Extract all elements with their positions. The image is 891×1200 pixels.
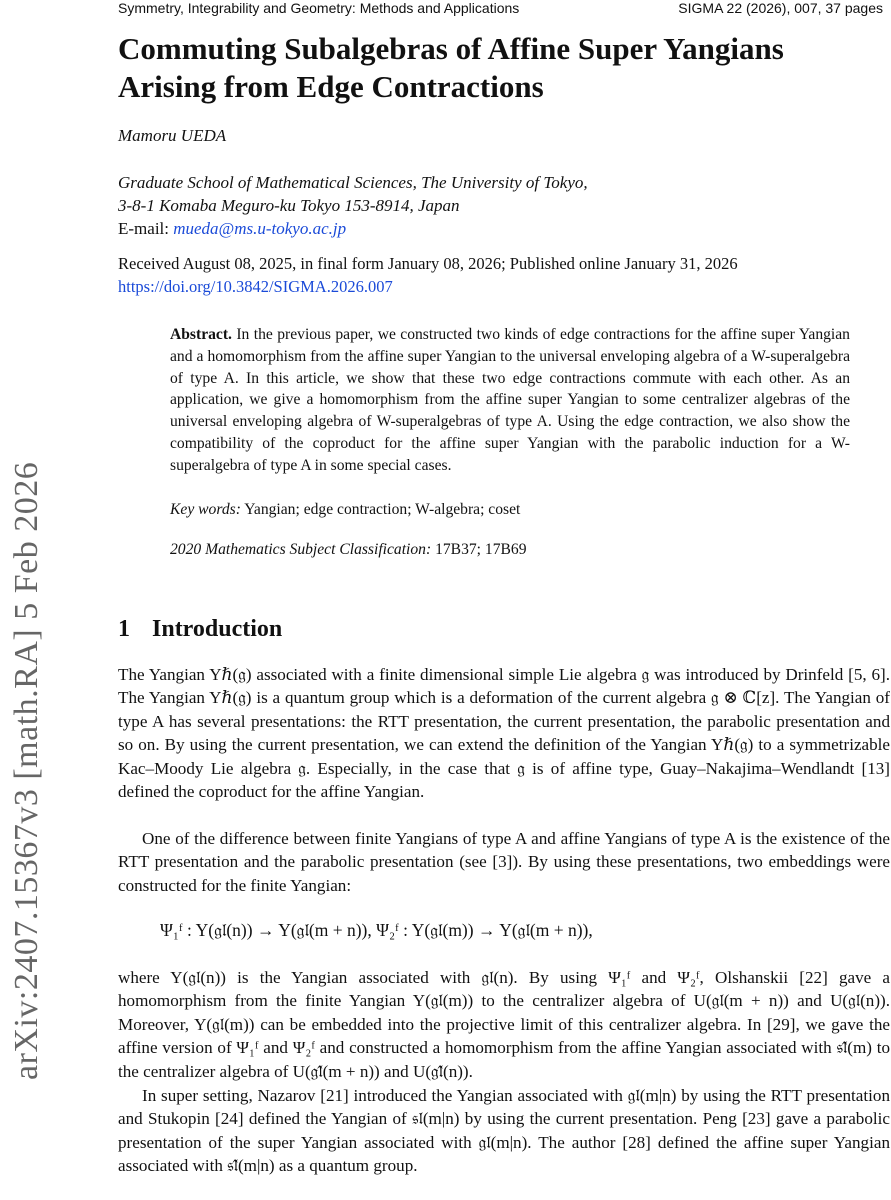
doi-link[interactable]: https://doi.org/10.3842/SIGMA.2026.007	[118, 277, 393, 296]
email-line	[118, 219, 346, 239]
running-head-citation: SIGMA 22 (2026), 007, 37 pages	[678, 0, 883, 16]
paragraph-1	[118, 663, 890, 804]
received-dates: Received August 08, 2025, in final form January 08, 2026; Published online January 31, 2026	[118, 254, 738, 273]
affiliation-line-2: 3-8-1 Komaba Meguro-ku Tokyo 153-8914, Japan	[118, 196, 460, 215]
running-head-journal: Symmetry, Integrability and Geometry: Methods and Applications	[118, 0, 520, 16]
msc-text: 17B37; 17B69	[435, 541, 527, 558]
section-number: 1	[118, 616, 130, 642]
paragraph-3	[118, 966, 890, 1083]
arxiv-identifier: arXiv:2407.15367v3 [math.RA] 5 Feb 2026	[8, 461, 45, 1080]
paragraph-4	[118, 1084, 890, 1178]
msc-label: 2020 Mathematics Subject Classification:	[170, 541, 432, 558]
section-title: Introduction	[152, 616, 283, 642]
keywords-text: Yangian; edge contraction; W-algebra; coset	[244, 501, 521, 518]
paragraph-3-text: where Y(𝔤𝔩(n)) is the Yangian associated with 𝔤𝔩(n). By using Ψ₁ᶠ and Ψ₂ᶠ, Olshanskii [22] gave a homomorphism from the finite Yangian Y(𝔤𝔩(m)) to the centralizer algebra of U(𝔤𝔩(m + n)) and U(𝔤𝔩(n)). Moreover, Y(𝔤𝔩(m)) can be embedded into the projective limit of this centralizer algebra. In [29], we gave the affine version of Ψ₁ᶠ and Ψ₂ᶠ and constructed a homomorphism from the affine Yangian associated with 𝔰𝔩̂(m) to the centralizer algebra of U(𝔤𝔩̂(m + n)) and U(𝔤𝔩̂(n)).	[118, 968, 890, 1081]
section-heading	[118, 616, 282, 643]
email-link[interactable]: mueda@ms.u-tokyo.ac.jp	[173, 219, 347, 238]
paragraph-2-text: One of the difference between finite Yangians of type A and affine Yangians of type A is the existence of the RTT presentation and the parabolic presentation (see [3]). By using these presentations, two embeddings were constructed for the finite Yangian:	[118, 829, 890, 895]
paragraph-2	[118, 827, 890, 897]
abstract	[170, 324, 850, 477]
paragraph-4-text: In super setting, Nazarov [21] introduced the Yangian associated with 𝔤𝔩(m|n) by using the RTT presentation and Stukopin [24] defined the Yangian of 𝔰𝔩(m|n) by using the current presentation. Peng [23] gave a parabolic presentation of the super Yangian associated with 𝔤𝔩(m|n). The author [28] defined the affine super Yangian associated with 𝔰𝔩̂(m|n) as a quantum group.	[118, 1086, 890, 1176]
author-name: Mamoru UEDA	[118, 126, 227, 145]
abstract-label: Abstract.	[170, 326, 232, 343]
paper-title: Commuting Subalgebras of Affine Super Yangians Arising from Edge Contractions	[118, 31, 784, 104]
keywords-label: Key words:	[170, 501, 241, 518]
msc-classification	[170, 541, 527, 559]
abstract-text: In the previous paper, we constructed two kinds of edge contractions for the affine super Yangian and a homomorphism from the affine super Yangian to the universal enveloping algebra of a W-superalgebra of type A. In this article, we show that these two edge contractions commute with each other. As an application, we give a homomorphism from the affine super Yangian to some centralizer algebras of the universal enveloping algebra of W-superalgebras of type A. Using the edge contraction, we also show the compatibility of the coproduct for the affine super Yangian with the parabolic induction for a W-superalgebra of type A in some special cases.	[170, 326, 850, 474]
paragraph-1-text: The Yangian Yℏ(𝔤) associated with a finite dimensional simple Lie algebra 𝔤 was introduced by Drinfeld [5, 6]. The Yangian Yℏ(𝔤) is a quantum group which is a deformation of the current algebra 𝔤 ⊗ ℂ[z]. The Yangian of type A has several presentations: the RTT presentation, the current presentation, the parabolic presentation and so on. By using the current presentation, we can extend the definition of the Yangian Yℏ(𝔤) to a symmetrizable Kac–Moody Lie algebra 𝔤. Especially, in the case that 𝔤 is of affine type, Guay–Nakajima–Wendlandt [13] defined the coproduct for the affine Yangian.	[118, 665, 890, 802]
affiliation-line-1: Graduate School of Mathematical Sciences, The University of Tokyo,	[118, 173, 588, 192]
keywords	[170, 501, 520, 519]
email-label: E-mail:	[118, 219, 169, 238]
display-equation: Ψ₁ᶠ : Y(𝔤𝔩(n)) → Y(𝔤𝔩(m + n)), Ψ₂ᶠ : Y(𝔤𝔩(m)) → Y(𝔤𝔩(m + n)),	[160, 920, 593, 940]
